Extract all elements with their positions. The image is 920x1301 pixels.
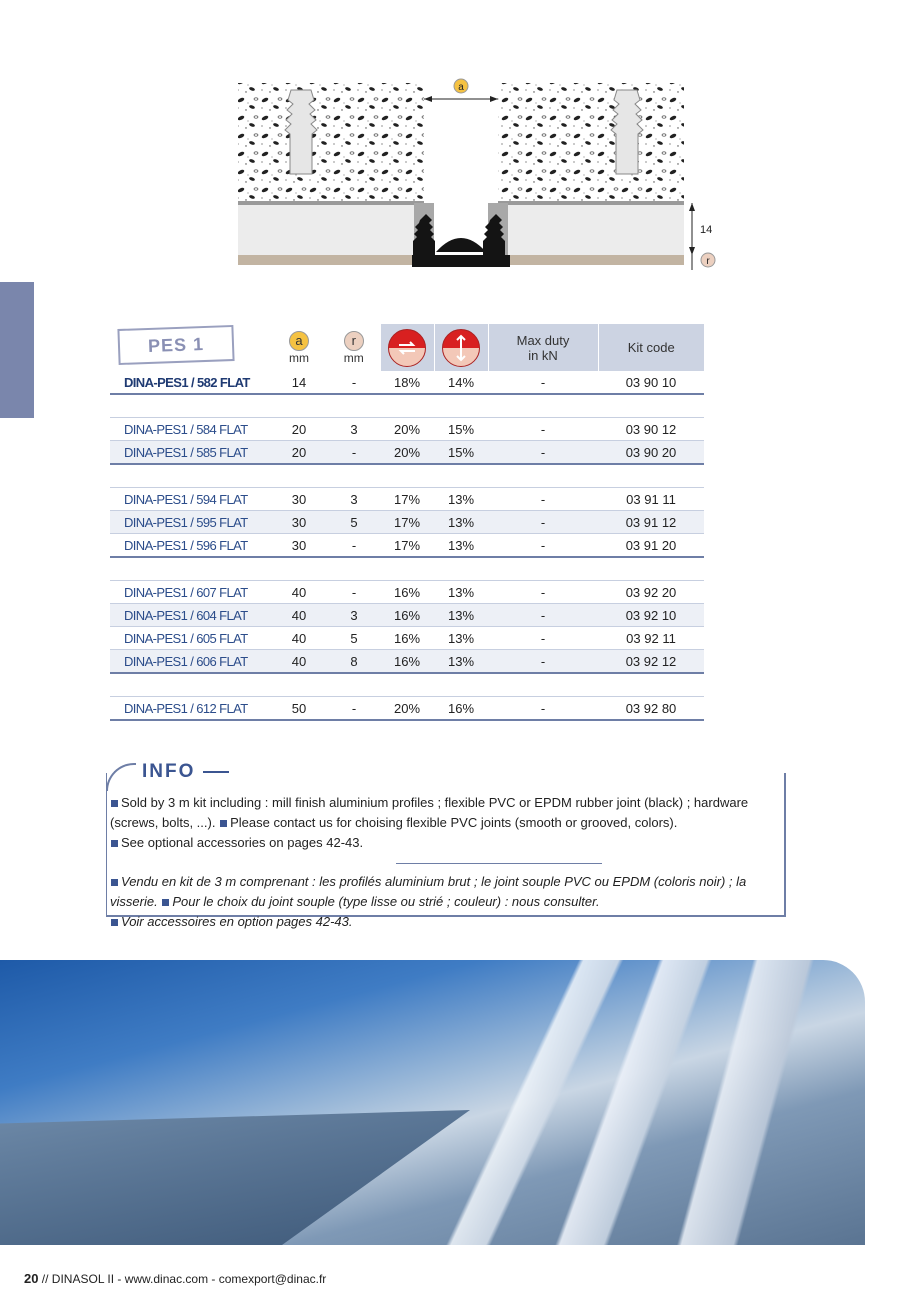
language-separator [396,863,602,864]
info-fr-2: Pour le choix du joint souple (type lisse ou strié ; couleur) : nous consulter. [172,894,600,909]
horizontal-value: 17% [380,488,434,511]
vertical-value: 13% [434,534,488,558]
bullet-square-icon [111,919,118,926]
table-row [110,650,704,674]
title-dash [203,771,229,773]
horizontal-value: 20% [380,418,434,441]
kit-code-value: 03 92 12 [598,650,704,674]
kit-code-value: 03 91 11 [598,488,704,511]
product-ref: DINA-PES1 / 612 FLAT [110,697,270,721]
horizontal-value: 16% [380,627,434,650]
product-ref: DINA-PES1 / 606 FLAT [110,650,270,674]
table-row [110,441,704,465]
product-ref: DINA-PES1 / 582 FLAT [110,371,270,394]
svg-text:a: a [458,82,464,93]
photo-railing [0,1110,470,1245]
table-row [110,604,704,627]
page-number: 20 [24,1271,39,1286]
walkway-photo [0,960,865,1245]
joint-cross-section-diagram [236,78,726,278]
bullet-square-icon [162,899,169,906]
column-horizontal-movement [380,324,434,371]
horizontal-value: 16% [380,604,434,627]
product-table [110,324,704,721]
a-value: 50 [270,697,328,721]
vertical-value: 13% [434,627,488,650]
info-en-2: Please contact us for choising flexible PVC joints (smooth or grooved, colors). [230,815,678,830]
bullet-square-icon [111,840,118,847]
table-row [110,581,704,604]
r-value: 3 [328,604,380,627]
product-ref: DINA-PES1 / 596 FLAT [110,534,270,558]
vertical-value: 13% [434,581,488,604]
a-value: 20 [270,418,328,441]
product-ref: DINA-PES1 / 584 FLAT [110,418,270,441]
horizontal-value: 17% [380,534,434,558]
max-duty-value: - [488,650,598,674]
product-ref: DINA-PES1 / 605 FLAT [110,627,270,650]
vertical-value: 13% [434,604,488,627]
horizontal-value: 17% [380,511,434,534]
info-en-3: See optional accessories on pages 42-43. [121,835,364,850]
a-value: 40 [270,650,328,674]
a-value: 40 [270,581,328,604]
kit-code-value: 03 92 20 [598,581,704,604]
vertical-movement-icon [442,329,480,367]
footer-text: // DINASOL II - www.dinac.com - comexport@dinac.fr [38,1272,327,1286]
max-duty-value: - [488,627,598,650]
max-duty-unit: in kN [528,347,558,363]
kit-code-value: 03 91 12 [598,511,704,534]
vertical-value: 13% [434,650,488,674]
column-kit-code: Kit code [598,324,704,371]
r-value: 3 [328,418,380,441]
a-value: 14 [270,371,328,394]
r-value: 8 [328,650,380,674]
product-ref: DINA-PES1 / 607 FLAT [110,581,270,604]
product-ref: DINA-PES1 / 594 FLAT [110,488,270,511]
horizontal-value: 16% [380,581,434,604]
bullet-square-icon [111,800,118,807]
table-row [110,534,704,558]
vertical-value: 15% [434,441,488,465]
kit-code-value: 03 91 20 [598,534,704,558]
max-duty-value: - [488,697,598,721]
max-duty-value: - [488,604,598,627]
max-duty-value: - [488,418,598,441]
r-unit: mm [343,351,364,365]
r-value: - [328,581,380,604]
r-value: - [328,441,380,465]
kit-code-value: 03 90 20 [598,441,704,465]
kit-code-value: 03 92 80 [598,697,704,721]
table-row [110,511,704,534]
column-a [270,324,328,371]
r-value: 5 [328,627,380,650]
a-value: 30 [270,488,328,511]
a-value: 30 [270,511,328,534]
horizontal-value: 18% [380,371,434,394]
table-row [110,697,704,721]
table-row [110,627,704,650]
kit-code-value: 03 90 10 [598,371,704,394]
kit-code-value: 03 92 11 [598,627,704,650]
info-body [110,793,785,932]
info-en-1: Sold by 3 m kit including : mill finish aluminium profiles ; flexible PVC or EPDM rubber joint (black) ; hardware (screws, bolts, ...). [110,795,749,830]
a-symbol: a [289,331,309,351]
series-stamp: PES 1 [117,325,234,365]
a-value: 30 [270,534,328,558]
horizontal-movement-icon [388,329,426,367]
table-row [110,418,704,441]
vertical-value: 15% [434,418,488,441]
max-duty-value: - [488,511,598,534]
a-value: 20 [270,441,328,465]
r-value: - [328,697,380,721]
max-duty-value: - [488,441,598,465]
kit-code-value: 03 92 10 [598,604,704,627]
vertical-value: 13% [434,511,488,534]
svg-text:r: r [706,256,710,267]
bullet-square-icon [111,879,118,886]
table-row [110,371,704,394]
a-unit: mm [289,351,309,365]
info-title-text: INFO [142,761,196,782]
table-header-row [110,324,704,371]
a-value: 40 [270,604,328,627]
max-duty-value: - [488,534,598,558]
a-value: 40 [270,627,328,650]
r-value: 5 [328,511,380,534]
r-value: - [328,371,380,394]
product-ref: DINA-PES1 / 595 FLAT [110,511,270,534]
info-fr-1: Vendu en kit de 3 m comprenant : les profilés aluminium brut ; le joint souple PVC ou EPDM (coloris noir) ; la visserie. [110,874,747,909]
info-fr-3: Voir accessoires en option pages 42-43. [121,914,353,929]
r-value: - [328,534,380,558]
horizontal-value: 16% [380,650,434,674]
max-duty-value: - [488,488,598,511]
product-ref: DINA-PES1 / 585 FLAT [110,441,270,465]
vertical-value: 13% [434,488,488,511]
r-symbol: r [344,331,364,351]
kit-code-value: 03 90 12 [598,418,704,441]
r-value: 3 [328,488,380,511]
info-title [136,761,235,783]
column-r [328,324,380,371]
column-max-duty [488,324,598,371]
table-row [110,488,704,511]
column-vertical-movement [434,324,488,371]
horizontal-value: 20% [380,441,434,465]
product-ref: DINA-PES1 / 604 FLAT [110,604,270,627]
page-footer [24,1271,326,1286]
max-duty-value: - [488,371,598,394]
max-duty-value: - [488,581,598,604]
bullet-square-icon [220,820,227,827]
svg-text:14: 14 [700,224,713,236]
vertical-value: 16% [434,697,488,721]
max-duty-label: Max duty [516,332,570,348]
vertical-value: 14% [434,371,488,394]
section-side-tab [0,282,34,418]
info-box-corner [106,763,138,791]
horizontal-value: 20% [380,697,434,721]
